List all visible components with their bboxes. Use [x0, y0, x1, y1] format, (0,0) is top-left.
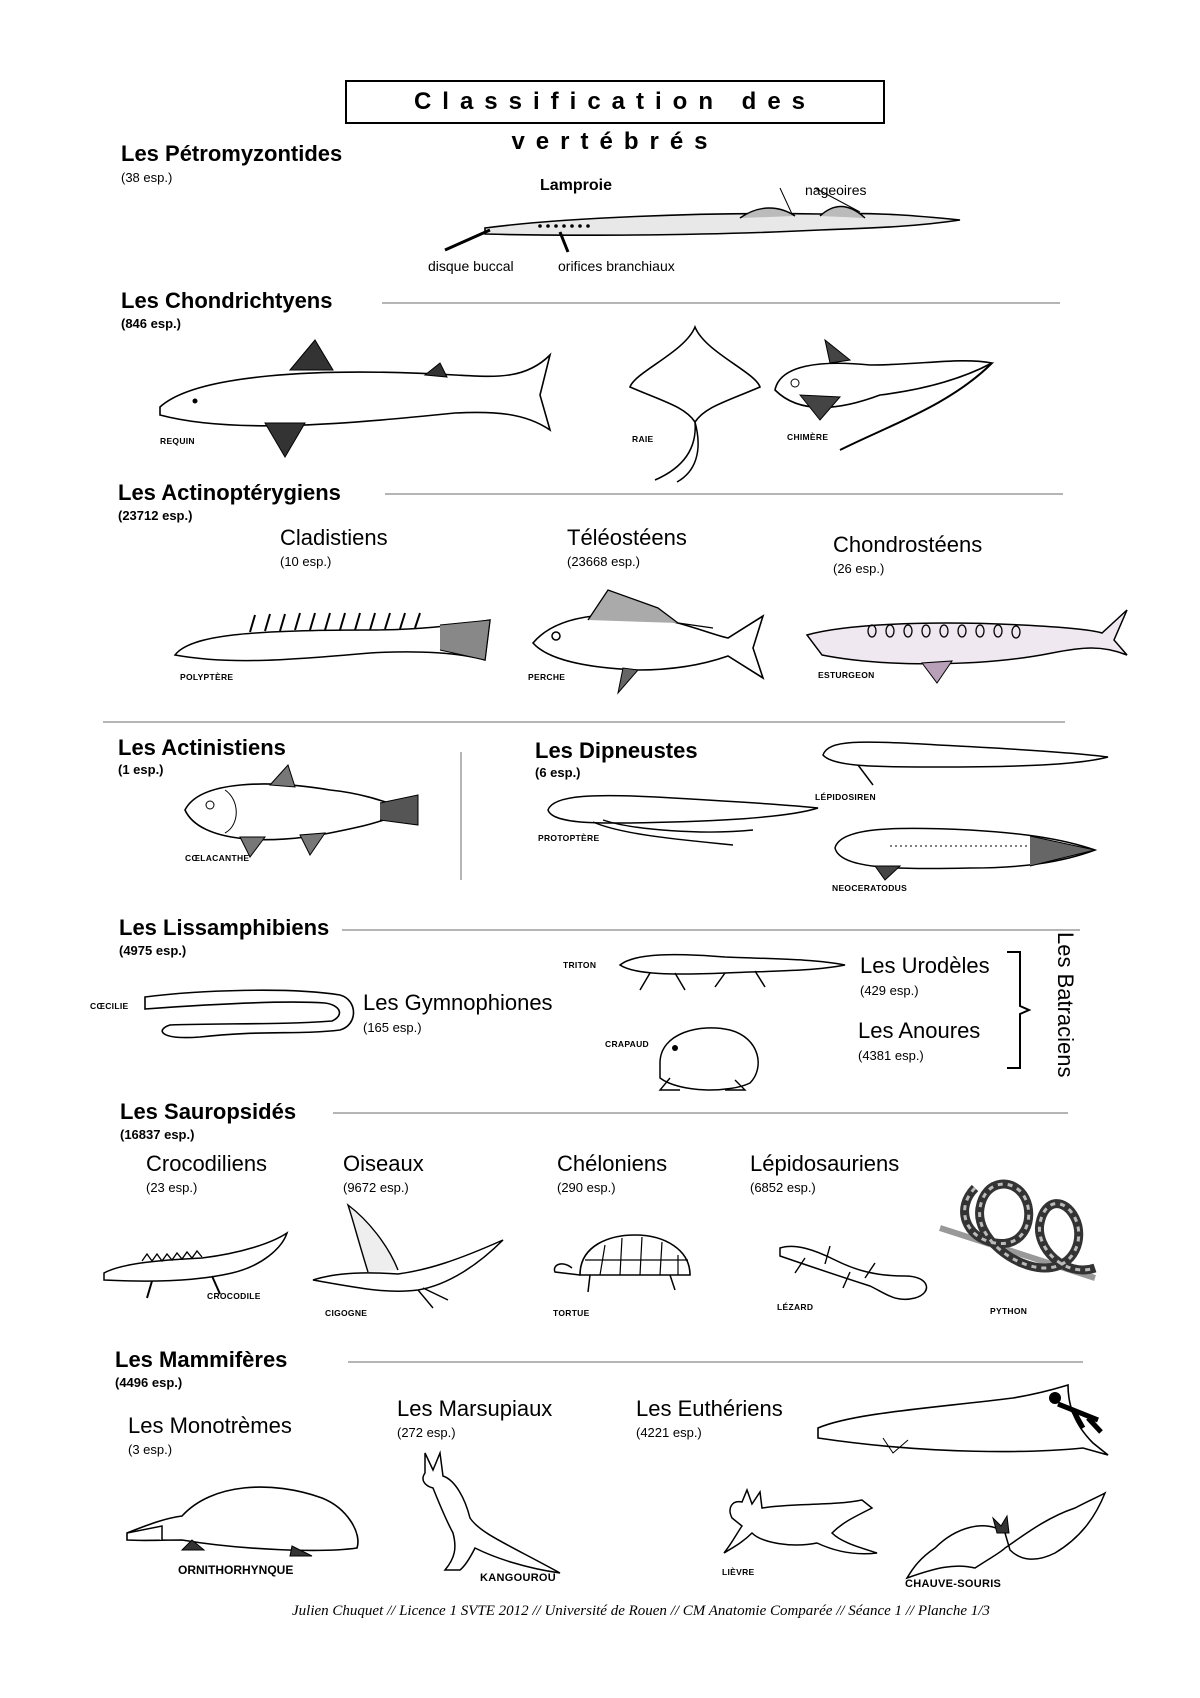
- caption-perche: PERCHE: [528, 672, 566, 682]
- heading-petromyzontides: Les Pétromyzontides: [121, 141, 343, 166]
- count-lepidosauriens: (6852 esp.): [750, 1180, 816, 1195]
- count-cheloniens: (290 esp.): [557, 1180, 616, 1195]
- platypus-illustration: [122, 1478, 367, 1558]
- heading-dipneustes: Les Dipneustes: [535, 738, 698, 763]
- divider: [103, 721, 1065, 723]
- turtle-illustration: [550, 1230, 700, 1300]
- protopterus-illustration: [543, 790, 823, 855]
- shark-illustration: [155, 335, 555, 465]
- ray-illustration: [625, 322, 765, 487]
- group-urodeles: Les Urodèles: [860, 953, 990, 978]
- kangaroo-illustration: [415, 1448, 565, 1578]
- heading-sauropsides: Les Sauropsidés: [120, 1099, 297, 1124]
- group-marsupiaux: Les Marsupiaux: [397, 1396, 553, 1421]
- stork-illustration: [308, 1200, 508, 1310]
- count-petromyzontides: (38 esp.): [121, 170, 173, 185]
- group-monotremes: Les Monotrèmes: [128, 1413, 292, 1438]
- count-chondrosteens: (26 esp.): [833, 561, 885, 576]
- toad-illustration: [650, 1018, 770, 1093]
- caption-chauve-souris: CHAUVE-SOURIS: [905, 1578, 1002, 1590]
- group-cladistiens: Cladistiens: [280, 525, 388, 550]
- caption-raie: RAIE: [632, 434, 654, 444]
- label-batraciens: Les Batraciens: [1053, 932, 1078, 1078]
- caption-coecilie: CŒCILIE: [90, 1001, 129, 1011]
- caption-lepidosiren: LÉPIDOSIREN: [815, 792, 876, 802]
- caption-crapaud: CRAPAUD: [605, 1039, 649, 1049]
- bracket: [1005, 950, 1030, 1070]
- divider: [382, 302, 1060, 304]
- label-orifices-branchiaux: orifices branchiaux: [558, 258, 675, 274]
- count-teleosteens: (23668 esp.): [567, 554, 640, 569]
- group-chondrosteens: Chondrostéens: [833, 532, 983, 557]
- caption-triton: TRITON: [563, 960, 597, 970]
- caption-requin: REQUIN: [160, 436, 195, 446]
- count-sauropsides: (16837 esp.): [120, 1127, 195, 1142]
- group-cheloniens: Chéloniens: [557, 1151, 668, 1176]
- heading-mammiferes: Les Mammifères: [115, 1347, 288, 1372]
- count-chondrichtyens: (846 esp.): [121, 316, 181, 331]
- caption-lievre: LIÈVRE: [722, 1567, 755, 1577]
- caption-polyptere: POLYPTÈRE: [180, 672, 234, 682]
- divider: [348, 1361, 1083, 1363]
- heading-actinistiens: Les Actinistiens: [118, 735, 286, 760]
- group-gymnophiones: Les Gymnophiones: [363, 990, 553, 1015]
- count-lissamphibiens: (4975 esp.): [119, 943, 187, 958]
- caption-lezard: LÉZARD: [777, 1302, 814, 1312]
- count-oiseaux: (9672 esp.): [343, 1180, 409, 1195]
- divider: [385, 493, 1063, 495]
- group-eutheriens: Les Euthériens: [636, 1396, 783, 1421]
- caption-coelacanthe: CŒLACANTHE: [185, 853, 250, 863]
- group-anoures: Les Anoures: [858, 1018, 981, 1043]
- hare-illustration: [722, 1488, 882, 1568]
- count-marsupiaux: (272 esp.): [397, 1425, 456, 1440]
- count-urodeles: (429 esp.): [860, 983, 919, 998]
- python-illustration: [935, 1168, 1100, 1298]
- caption-python: PYTHON: [990, 1306, 1028, 1316]
- count-actinopterygiens: (23712 esp.): [118, 508, 193, 523]
- group-oiseaux: Oiseaux: [343, 1151, 424, 1176]
- count-monotremes: (3 esp.): [128, 1442, 173, 1457]
- caption-protoptere: PROTOPTÈRE: [538, 833, 600, 843]
- newt-illustration: [615, 945, 850, 995]
- label-disque-buccal: disque buccal: [428, 258, 514, 274]
- lepidosiren-illustration: [818, 735, 1113, 790]
- count-eutheriens: (4221 esp.): [636, 1425, 702, 1440]
- caption-esturgeon: ESTURGEON: [818, 670, 875, 680]
- count-gymnophiones: (165 esp.): [363, 1020, 422, 1035]
- polypterus-illustration: [170, 605, 495, 670]
- count-dipneustes: (6 esp.): [535, 765, 581, 780]
- count-anoures: (4381 esp.): [858, 1048, 924, 1063]
- caecilian-illustration: [140, 985, 360, 1045]
- count-crocodiliens: (23 esp.): [146, 1180, 198, 1195]
- caption-chimere: CHIMÈRE: [787, 432, 829, 442]
- page-title: Classification des vertébrés: [345, 80, 885, 124]
- divider: [460, 752, 462, 880]
- coelacanth-illustration: [180, 765, 420, 865]
- group-lepidosauriens: Lépidosauriens: [750, 1151, 900, 1176]
- caption-ornithorhynque: ORNITHORHYNQUE: [178, 1563, 294, 1577]
- caption-cigogne: CIGOGNE: [325, 1308, 368, 1318]
- divider: [342, 929, 1080, 931]
- count-actinistiens: (1 esp.): [118, 762, 164, 777]
- caption-neoceratodus: NEOCERATODUS: [832, 883, 908, 893]
- group-teleosteens: Téléostéens: [567, 525, 687, 550]
- caption-tortue: TORTUE: [553, 1308, 590, 1318]
- divider: [333, 1112, 1068, 1114]
- footer-credits: Julien Chuquet // Licence 1 SVTE 2012 // Université de Rouen // CM Anatomie Comparée // Séance 1 // Planche 1/3: [292, 1603, 990, 1619]
- lizard-illustration: [775, 1238, 935, 1308]
- neoceratodus-illustration: [830, 818, 1100, 883]
- heading-chondrichtyens: Les Chondrichtyens: [121, 288, 333, 313]
- bat-illustration: [905, 1488, 1110, 1583]
- count-cladistiens: (10 esp.): [280, 554, 332, 569]
- heading-lissamphibiens: Les Lissamphibiens: [119, 915, 330, 940]
- group-crocodiliens: Crocodiliens: [146, 1151, 268, 1176]
- diver-icon: [1043, 1390, 1103, 1435]
- caption-kangourou: KANGOUROU: [480, 1572, 557, 1584]
- lamprey-illustration: [440, 190, 960, 270]
- heading-actinopterygiens: Les Actinoptérygiens: [118, 480, 341, 505]
- label-lamproie: Lamproie: [540, 177, 613, 194]
- label-nageoires: nageoires: [805, 182, 867, 198]
- count-mammiferes: (4496 esp.): [115, 1375, 183, 1390]
- crocodile-illustration: [102, 1228, 292, 1308]
- caption-crocodile: CROCODILE: [207, 1291, 261, 1301]
